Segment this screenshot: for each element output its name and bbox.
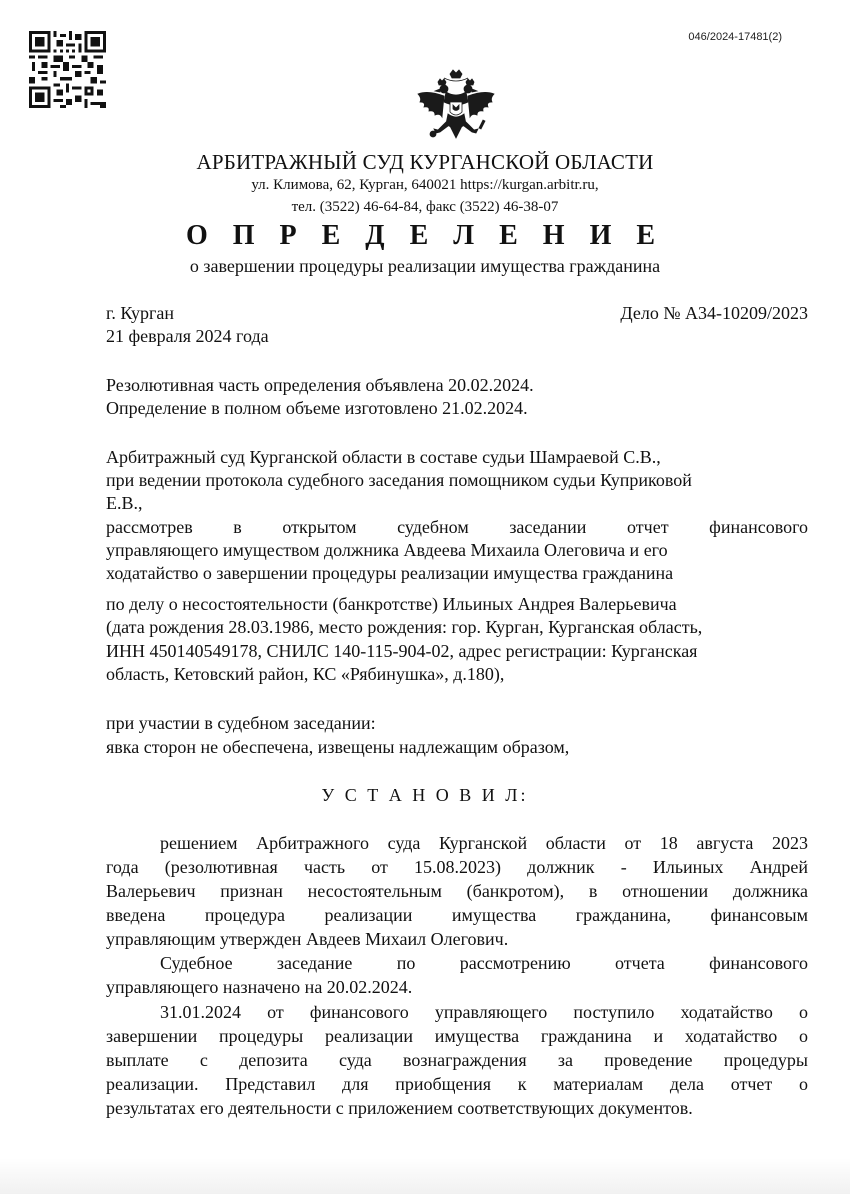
city: г. Курган [106, 303, 175, 323]
court-contacts: тел. (3522) 46-64-84, факс (3522) 46-38-07 [291, 199, 559, 215]
established-paragraph-line: управляющего назначено на 20.02.2024. [106, 977, 413, 997]
composition-line: Е.В., [106, 493, 143, 513]
established-paragraph-line: 31.01.2024 от финансового управляющего поступило ходатайство о [160, 1002, 808, 1022]
composition-line: Арбитражный суд Курганской области в составе судьи Шамраевой С.В., [106, 447, 661, 467]
established-paragraph-line: введена процедура реализации имущества гражданина, финансовым [106, 905, 808, 925]
full-text-date-line: Определение в полном объеме изготовлено 21.02.2024. [106, 398, 528, 418]
decision-date: 21 февраля 2024 года [106, 326, 269, 346]
composition-line: область, Кетовский район, КС «Рябинушка», д.180), [106, 664, 505, 684]
composition-line: (дата рождения 28.03.1986, место рождения: гор. Курган, Курганская область, [106, 617, 703, 637]
qr-code-icon [29, 31, 106, 108]
established-paragraph-line: Судебное заседание по рассмотрению отчета финансового [160, 953, 808, 973]
established-paragraph-line: выплате с депозита суда вознаграждения за проведение процедуры [106, 1050, 808, 1070]
established-paragraph-line: управляющим утвержден Авдеев Михаил Олегович. [106, 929, 509, 949]
document-number: 046/2024-17481(2) [688, 31, 782, 43]
case-number: Дело № А34-10209/2023 [620, 303, 808, 323]
resolution-date-line: Резолютивная часть определения объявлена 20.02.2024. [106, 375, 534, 395]
composition-line: ходатайство о завершении процедуры реализации имущества гражданина [106, 563, 674, 583]
coat-of-arms-icon [414, 68, 498, 148]
established-paragraph-line: Валерьевич признан несостоятельным (банкротом), в отношении должника [106, 881, 808, 901]
established-heading: У С Т А Н О В И Л: [321, 785, 529, 805]
composition-line: рассмотрев в открытом судебном заседании отчет финансового [106, 517, 808, 537]
established-paragraph-line: года (резолютивная часть от 15.08.2023) должник - Ильиных Андрей [106, 857, 808, 877]
court-name: АРБИТРАЖНЫЙ СУД КУРГАНСКОЙ ОБЛАСТИ [196, 150, 654, 174]
page-bottom-shadow [0, 1158, 850, 1194]
composition-line: при ведении протокола судебного заседания помощником судьи Куприковой [106, 470, 692, 490]
participation-line: при участии в судебном заседании: [106, 713, 376, 733]
established-paragraph-line: завершении процедуры реализации имущества гражданина и ходатайство о [106, 1026, 808, 1046]
established-paragraph-line: реализации. Представил для приобщения к материалам дела отчет о [106, 1074, 808, 1094]
composition-line: управляющего имуществом должника Авдеева Михаила Олеговича и его [106, 540, 668, 560]
established-paragraph-line: решением Арбитражного суда Курганской области от 18 августа 2023 [160, 833, 808, 853]
court-address: ул. Климова, 62, Курган, 640021 https://kurgan.arbitr.ru, [251, 177, 599, 193]
document-title: О П Р Е Д Е Л Е Н И Е [185, 220, 665, 251]
composition-line: по делу о несостоятельности (банкротстве) Ильиных Андрея Валерьевича [106, 594, 677, 614]
document-subtitle: о завершении процедуры реализации имущества гражданина [189, 256, 661, 276]
established-paragraph-line: результатах его деятельности с приложением соответствующих документов. [106, 1098, 693, 1118]
composition-line: ИНН 450140549178, СНИЛС 140-115-904-02, адрес регистрации: Курганская [106, 641, 698, 661]
participation-line: явка сторон не обеспечена, извещены надлежащим образом, [106, 737, 570, 757]
